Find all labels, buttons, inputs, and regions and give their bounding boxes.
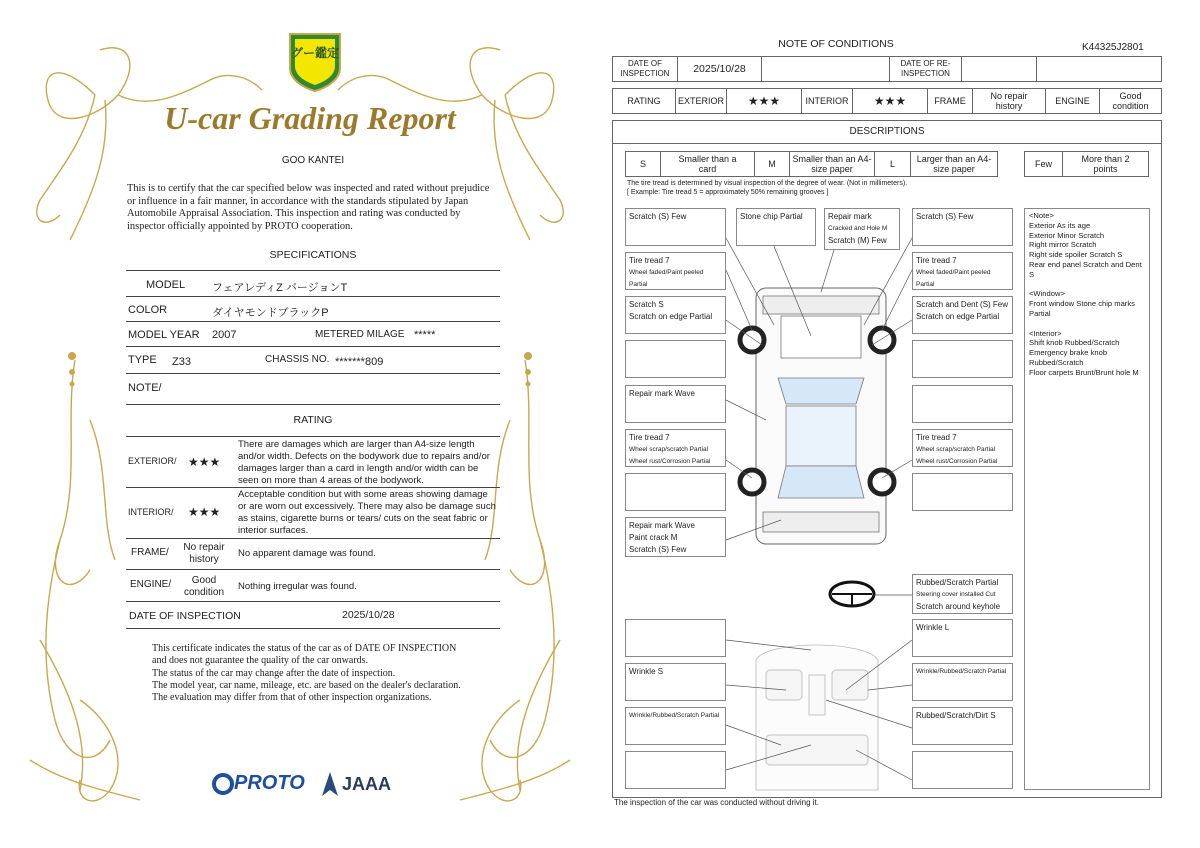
tire-note: The tire tread is determined by visual inspection of the degree of wear. (Not in millimeters). [627,180,908,187]
jaaa-logo [320,770,400,798]
damage-text: Tire tread 7 [629,256,670,265]
damage-text: Wrinkle/Rubbed/Scratch Partial [629,712,720,719]
color-label: COLOR [128,304,168,316]
divider [126,296,500,297]
disclaimer-line: The model year, car name, mileage, etc. are based on the dealer's declaration. [152,679,461,691]
badge-text: グー鑑定 [290,46,339,60]
jaaa-mark-icon [320,770,340,798]
car-top-view-icon [740,288,894,544]
damage-text: Scratch (S) Few [629,212,687,221]
damage-text: Wrinkle L [916,623,950,632]
date-of-inspection-value: 2025/10/28 [342,609,395,621]
damage-box-empty [912,340,1013,378]
reinspection-label-cell: DATE OF RE-INSPECTION [889,56,962,82]
rating-heading: RATING [293,414,333,426]
divider [126,436,500,437]
damage-text: Stone chip Partial [740,212,803,221]
doi-label-cell: DATE OF INSPECTION [612,56,678,82]
damage-text: Tire tread 7 [916,433,957,442]
model-year-value: 2007 [212,329,237,341]
exterior-description: There are damages which are larger than A4-size length and/or width. Defects on the bodywork due to repairs and/or damages larger than a card in length and/or width can be seen on more than 4 areas of the bodywork. [238,439,490,486]
frame-description: No apparent damage was found. [238,548,376,559]
specifications-heading: SPECIFICATIONS [269,249,357,261]
legend-few-text: More than 2 points [1062,151,1149,177]
damage-text: Scratch (M) Few [828,236,887,245]
legend-m: M [754,151,790,177]
note-line: Emergency brake knob Rubbed/Scratch [1029,348,1108,367]
damage-box [625,296,726,334]
damage-text: Wheel scrap/scratch Partial [916,446,996,453]
damage-text: Repair mark [828,212,872,221]
damage-box-empty [625,619,726,657]
damage-box [912,574,1013,614]
damage-text: Wheel rust/Corrosion Partial [629,458,711,465]
exterior-stars: ★★★ [188,455,221,469]
note-line: <Window> [1029,289,1065,299]
note-line: <Note> [1029,211,1054,220]
damage-text: Scratch (S) Few [629,545,687,554]
disclaimer-line: This certificate indicates the status of the car as of DATE OF INSPECTION and does not guarantee the quality of the car onwards. [152,643,457,667]
damage-box [625,252,726,290]
divider [126,373,500,374]
note-line: Floor carpets Brunt/Brunt hole M [1029,367,1139,377]
proto-mark-icon [212,773,234,795]
damage-box [824,208,900,250]
engine-value-cell: Good condition [1099,88,1162,114]
legend-s: S [625,151,661,177]
damage-box [625,429,726,467]
divider [126,270,500,271]
type-value: Z33 [172,356,191,368]
type-label: TYPE [128,354,157,366]
mileage-value: ***** [414,329,436,341]
disclaimer-line: The evaluation may differ from that of other inspection organizations. [152,692,432,704]
damage-text: Wrinkle/Rubbed/Scratch Partial [916,668,1007,675]
frame-value-cell: No repair history [972,88,1046,114]
damage-text: Scratch on edge Partial [916,312,1000,321]
damage-box-empty [625,473,726,511]
damage-box-empty [912,473,1013,511]
legend-s-text: Smaller than a card [660,151,755,177]
damage-box [625,517,726,557]
damage-text: Scratch (S) Few [916,212,974,221]
damage-text: Wheel scrap/scratch Partial [629,446,709,453]
proto-logo [212,770,312,798]
note-of-conditions-sheet [606,0,1200,848]
engine-label-cell: ENGINE [1045,88,1100,114]
model-year-label: MODEL YEAR [128,329,200,341]
note-line: Right side spoiler Scratch S [1029,250,1123,260]
model-label: MODEL [146,279,186,291]
damage-text: Paint crack M [629,533,678,542]
interior-rating-cell: ★★★ [852,88,928,114]
note-line: Exterior Minor Scratch [1029,230,1105,240]
chassis-value: *******809 [335,356,384,368]
damage-box [912,619,1013,657]
damage-text: Steering cover installed Cut [916,591,996,598]
damage-box [912,252,1013,290]
damage-box-empty [625,751,726,789]
goo-kantei-badge [286,30,344,92]
damage-text: Rubbed/Scratch/Dirt S [916,711,996,720]
disclaimer-line: The status of the car may change after the date of inspection. [152,667,396,679]
divider [126,321,500,322]
damage-box [736,208,816,246]
legend-l: L [874,151,911,177]
rating-label-cell: RATING [612,88,676,114]
date-of-inspection-label: DATE OF INSPECTION [129,610,241,622]
note-line: Shift knob Rubbed/Scratch [1029,338,1120,348]
damage-box [912,707,1013,745]
badge-shield-icon [286,30,344,92]
divider [126,628,500,629]
proto-logo-text: PROTO [234,772,305,794]
damage-text: Wrinkle S [629,667,664,676]
exterior-label-cell: EXTERIOR [675,88,727,114]
damage-box-empty [912,751,1013,789]
damage-box-empty [625,340,726,378]
damage-text: Scratch around keyhole [916,602,1001,611]
note-line: Rear end panel Scratch and Dent S [1029,259,1142,279]
steering-wheel-icon [830,582,874,606]
tire-example: [ Example: Tire tread 5 = approximately 50% remaining grooves ] [627,189,829,196]
interior-label: INTERIOR/ [128,507,174,517]
damage-text: Repair mark Wave [629,521,695,530]
legend-few: Few [1024,151,1063,177]
frame-label-cell: FRAME [927,88,973,114]
doi-value-cell: 2025/10/28 [677,56,762,82]
damage-box [625,208,726,246]
note-spacer [1029,280,1145,290]
damage-box-empty [912,385,1013,423]
engine-description: Nothing irregular was found. [238,581,357,592]
divider [126,404,500,405]
damage-text: Scratch S [629,300,664,309]
damage-text: Repair mark Wave [629,389,695,398]
disclaimer [152,643,472,704]
footer-note: The inspection of the car was conducted without driving it. [614,798,819,807]
damage-text: Cracked and Hole M [828,225,888,232]
frame-value: No repair history [183,542,225,565]
legend-m-text: Smaller than an A4-size paper [789,151,875,177]
damage-box [625,707,726,745]
damage-box [912,208,1013,246]
note-line: Exterior As its age [1029,220,1091,230]
interior-label-cell: INTERIOR [801,88,853,114]
damage-text: Rubbed/Scratch Partial [916,578,999,587]
report-subtitle: GOO KANTEI [281,155,345,166]
damage-box [625,663,726,701]
engine-label: ENGINE/ [130,579,172,590]
engine-value: Good condition [183,575,225,598]
intro-paragraph: This is to certify that the car specified below was inspected and rated without prejudice or influence in a fair manner, in accordance with the standards stipulated by Japan Automobile Appraisal Association. This inspection and rating was conducted by inspector officially appointed by PROTO cooperation. [127,183,490,232]
exterior-label: EXTERIOR/ [128,456,177,466]
reference-number: K44325J2801 [1082,42,1144,53]
report-title: U-car Grading Report [164,100,456,136]
damage-box [625,385,726,423]
damage-text: Tire tread 7 [629,433,670,442]
note-label: NOTE/ [128,382,162,394]
damage-text: Scratch and Dent (S) Few [916,300,1009,309]
damage-box [912,429,1013,467]
note-panel [1024,208,1150,790]
divider [126,601,500,602]
jaaa-logo-text: JAAA [342,774,392,794]
note-line: Right mirror Scratch [1029,240,1097,250]
divider [126,569,500,570]
damage-text: Scratch on edge Partial [629,312,713,321]
note-line: Front window Stone chip marks Partial [1029,299,1135,318]
damage-box [912,296,1013,334]
damage-box [912,663,1013,701]
legend-l-text: Larger than an A4-size paper [910,151,998,177]
note-line: <Interior> [1029,328,1062,338]
color-value: ダイヤモンドブラックP [212,307,329,319]
damage-text: Wheel faded/Paint peeled Partial [916,269,991,288]
damage-text: Wheel faded/Paint peeled Partial [629,269,704,288]
car-interior-view-icon [756,645,878,790]
frame-label: FRAME/ [131,547,169,558]
chassis-label: CHASSIS NO. [265,354,330,365]
divider [126,538,500,539]
damage-text: Wheel rust/Corrosion Partial [916,458,998,465]
exterior-rating-cell: ★★★ [726,88,802,114]
mileage-label: METERED MILAGE [315,329,405,340]
interior-stars: ★★★ [188,505,221,519]
note-spacer [1029,319,1145,329]
model-value: フェアレディZ バージョンT [212,282,348,294]
interior-description: Acceptable condition but with some areas showing damage or are worn out excessively. There may also be damage such as stains, cigarette burns or tears/ cuts on the seat fabric or interior surfaces. [238,489,496,536]
descriptions-heading: DESCRIPTIONS [612,120,1162,144]
divider [126,346,500,347]
divider [126,487,500,488]
damage-text: Tire tread 7 [916,256,957,265]
conditions-title: NOTE OF CONDITIONS [778,38,894,50]
